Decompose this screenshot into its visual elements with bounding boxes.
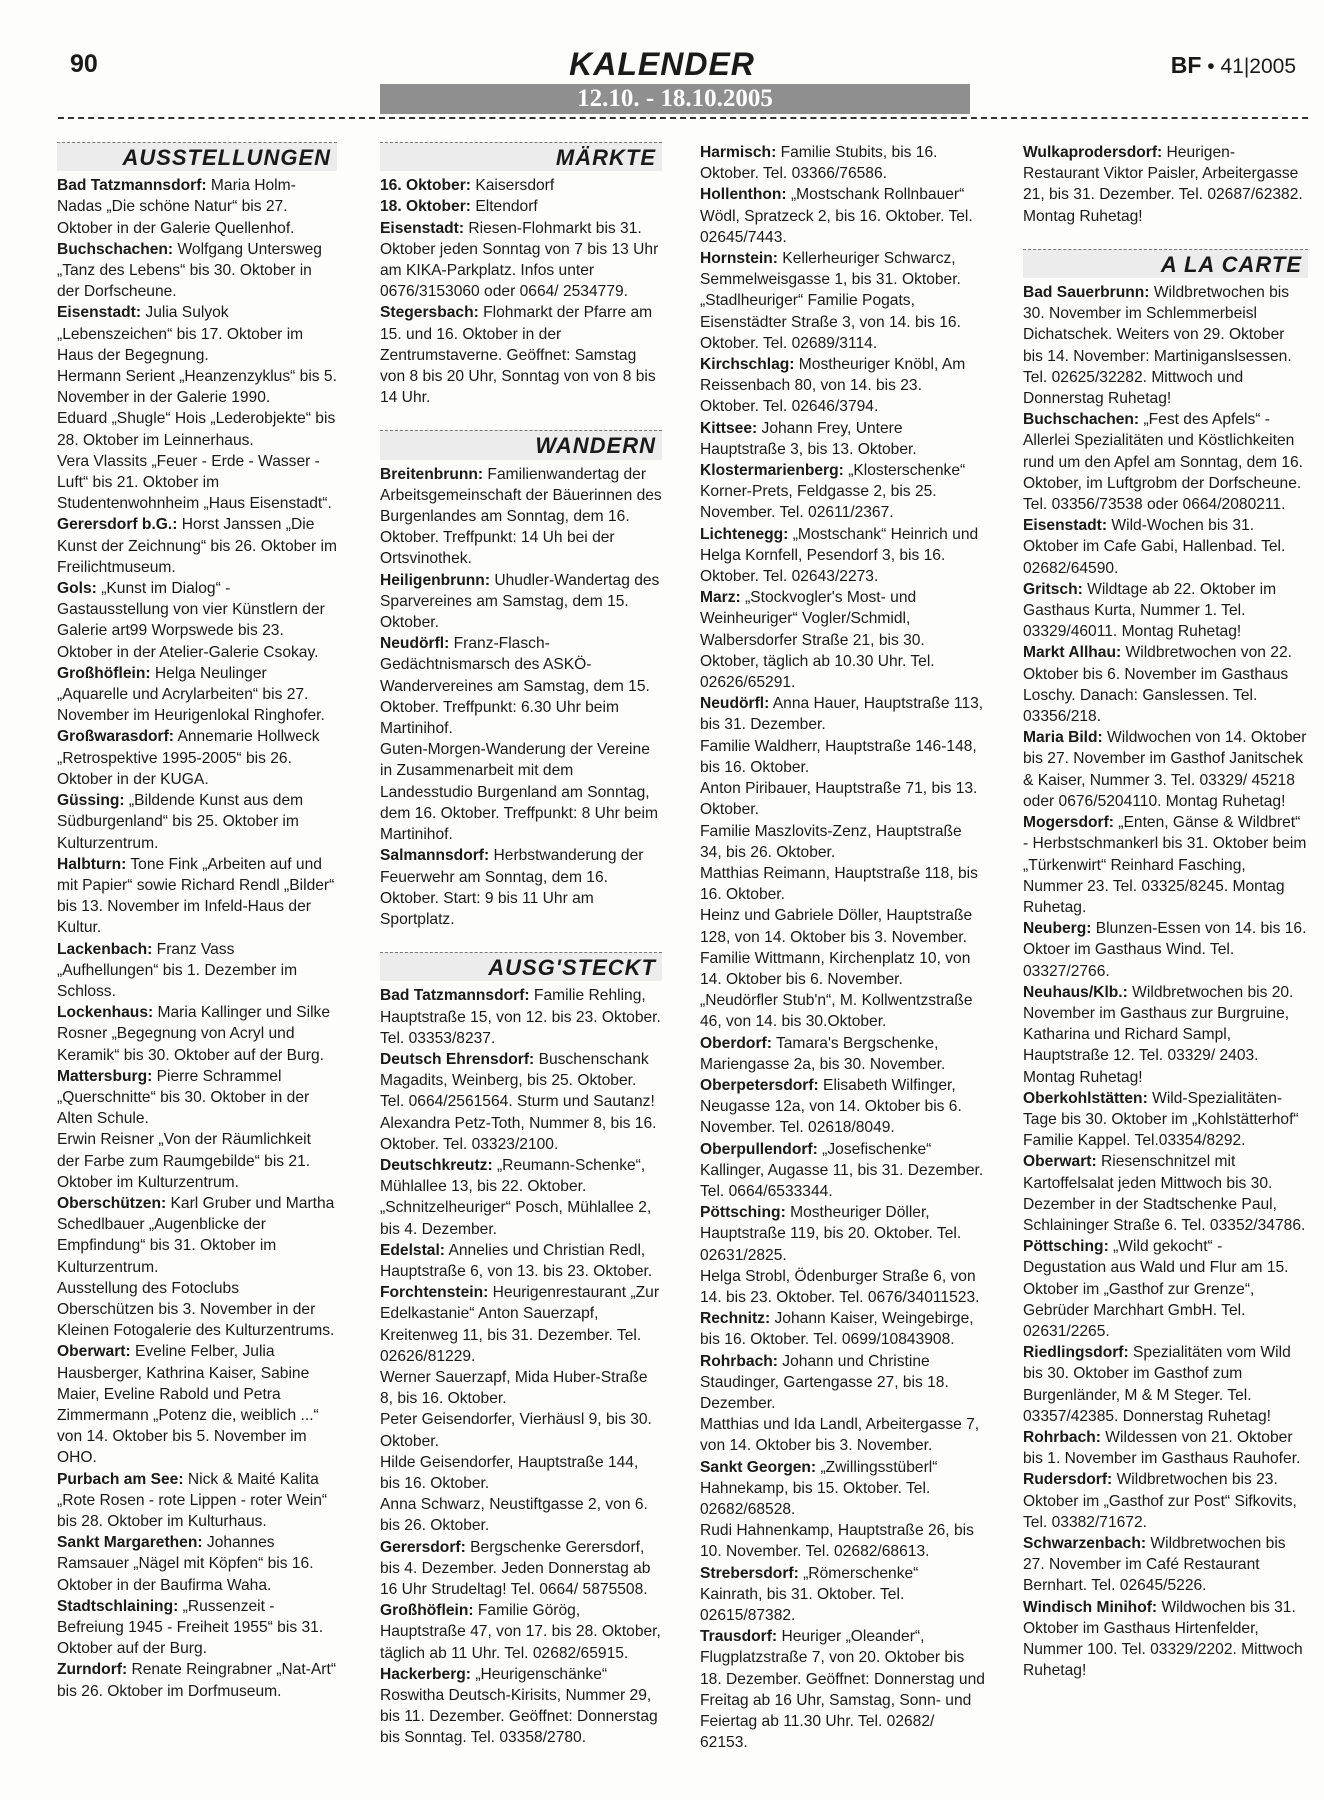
entry-place: Neuberg: (1023, 920, 1092, 938)
entry-place: 16. Oktober: (380, 177, 471, 195)
entry-text: Spezialitäten vom Wild bis 30. Oktober im Gasthof zum Burgenländer, M & M Steger. Tel. 03357/42385. Donnerstag Ruhetag! (1023, 1344, 1291, 1425)
entry-text: Riesenschnitzel mit Kartoffelsalat jeden Mittwoch bis 30. Dezember in der Stadtschenke Paul, Schlaininger Straße 6. Tel. 03352/34786. (1023, 1153, 1306, 1234)
entry-place: Marz: (700, 589, 741, 607)
calendar-entry (380, 302, 662, 408)
entry-place: 18. Oktober: (380, 198, 471, 216)
calendar-entry (700, 905, 985, 947)
entry-text: „Schnitzelheuriger“ Posch, Mühlallee 2, bis 4. Dezember. (380, 1199, 652, 1238)
entry-place: Buchschachen: (1023, 411, 1140, 429)
entry-place: Gritsch: (1023, 580, 1083, 598)
calendar-entry (380, 739, 662, 845)
entry-text: „Wild gekocht“ - Degustation aus Wald und Flur am 15. Oktober im „Gasthof zur Grenze“, Gebrüder Marchhart GmbH. Tel. 02631/2265. (1023, 1238, 1289, 1340)
entry-text: Karl Gruber und Martha Schedlbauer „Augenblicke der Empfindung“ bis 31. Oktober im Kulturzentrum. (57, 1194, 335, 1276)
entry-text: Hermann Serient „Heanzenzyklus“ bis 5. November in der Galerie 1990. (57, 368, 337, 407)
entry-place: Breitenbrunn: (380, 465, 484, 483)
entry-place: Mogersdorf: (1023, 814, 1114, 832)
entry-place: Gols: (57, 580, 97, 598)
calendar-entry (1023, 1342, 1308, 1427)
entry-place: Heiligenbrunn: (380, 571, 491, 589)
entry-text: Maria Holm-Nadas „Die schöne Natur“ bis 27. Oktober in der Galerie Quellenhof. (57, 177, 296, 237)
calendar-entry (700, 524, 985, 588)
date-range: 12.10. - 18.10.2005 (380, 84, 970, 114)
entry-text: Wolfgang Untersweg „Tanz des Lebens“ bis 30. Oktober in der Dorfscheune. (57, 240, 322, 301)
issue-separator: • (1207, 55, 1215, 78)
entry-place: Hornstein: (700, 250, 778, 268)
entry-text: „Neudörfler Stub'n“, M. Kollwentzstraße 46, von 14. bis 30.Oktober. (700, 992, 973, 1031)
entry-place: Sankt Georgen: (700, 1458, 817, 1476)
calendar-entry (57, 663, 337, 727)
section-heading-ausstellungen: AUSSTELLUNGEN (57, 142, 337, 171)
calendar-entry (1023, 1088, 1308, 1152)
issue-info (1171, 52, 1296, 79)
calendar-entry (700, 736, 985, 778)
calendar-entry (57, 1066, 337, 1130)
calendar-entry (1023, 812, 1308, 918)
calendar-entry (1023, 918, 1308, 982)
calendar-entry (57, 1193, 337, 1278)
entry-text: Riesen-Flohmarkt bis 31. Oktober jeden Sonntag von 7 bis 13 Uhr am KIKA-Parkplatz. Infos unter 0676/3153060 oder 0664/ 2534779. (380, 219, 659, 301)
entry-text: Familie Görög, Hauptstraße 47, von 17. bis 28. Oktober, täglich ab 11 Uhr. Tel. 02682/65915. (380, 1602, 661, 1662)
calendar-entry (1023, 579, 1308, 643)
entry-text: Johannes Ramsauer „Nägel mit Köpfen“ bis 16. Oktober in der Baufirma Waha. (57, 1534, 314, 1594)
calendar-entry (700, 1626, 985, 1753)
entry-place: Großwarasdorf: (57, 728, 174, 746)
calendar-entry (380, 845, 662, 930)
entry-text: Matthias und Ida Landl, Arbeitergasse 7, von 14. Oktober bis 3. November. (700, 1416, 980, 1455)
entry-text: „Stadlheuriger“ Familie Pogats, Eisenstädter Straße 3, von 14. bis 16. Oktober. Tel. 02689/3114. (700, 292, 961, 352)
calendar-entry (700, 184, 985, 248)
entry-text: Wildtage ab 22. Oktober im Gasthaus Kurta, Nummer 1. Tel. 03329/46011. Montag Ruhetag! (1023, 580, 1277, 641)
calendar-entry (57, 514, 337, 578)
entry-place: Güssing: (57, 792, 125, 810)
entry-place: Hollenthon: (700, 186, 787, 204)
entry-text: Familie Waldherr, Hauptstraße 146-148, bis 16. Oktober. (700, 737, 977, 776)
entry-text: Wildbretwochen bis 27. November im Café Restaurant Bernhart. Tel. 02645/5226. (1023, 1535, 1286, 1595)
entry-place: Pöttsching: (1023, 1238, 1109, 1256)
calendar-entry (380, 985, 662, 1049)
entry-text: Mostheuriger Döller, Hauptstraße 119, bis 20. Oktober. Tel. 02631/2825. (700, 1204, 962, 1264)
calendar-entry (700, 990, 985, 1032)
entry-text: Familienwandertag der Arbeitsgemeinschaft der Bäuerinnen des Burgenlandes am Sonntag, dem 16. Oktober. Treffpunkt: 14 Uh bei der Ortsvinothek. (380, 465, 662, 568)
calendar-entry (57, 1129, 337, 1193)
calendar-entry (57, 408, 337, 450)
calendar-entry (57, 1278, 337, 1342)
calendar-entry (380, 464, 662, 570)
calendar-entry (57, 1469, 337, 1533)
entry-place: Deutschkreutz: (380, 1156, 493, 1174)
entry-text: „Kunst im Dialog“ - Gastausstellung von vier Künstlern der Galerie art99 Worpswede bis 23. Oktober in der Atelier-Galerie Csokay. (57, 580, 325, 661)
calendar-entry (1023, 982, 1308, 1088)
entry-text: Peter Geisendorfer, Vierhäusl 9, bis 30. Oktober. (380, 1411, 652, 1450)
entry-place: Neudörfl: (700, 695, 770, 713)
entry-text: „Enten, Gänse & Wildbret“ - Herbstschmankerl bis 31. Oktober beim „Türkenwirt“ Reinhard Fasching, Nummer 23. Tel. 03325/8245. Montag Ruhetag. (1023, 814, 1307, 916)
entry-place: Maria Bild: (1023, 729, 1103, 747)
calendar-entry (57, 578, 337, 663)
entry-place: Pöttsching: (700, 1204, 786, 1222)
calendar-entry (700, 248, 985, 290)
column-3 (700, 142, 985, 1753)
issue-number: 41|2005 (1220, 55, 1296, 78)
entry-text: Guten-Morgen-Wanderung der Vereine in Zusammenarbeit mit dem Landesstudio Burgenland am Sonntag, dem 16. Oktober. Treffpunkt: 8 Uhr beim Martinihof. (380, 741, 658, 844)
entry-text: Vera Vlassits „Feuer - Erde - Wasser - Luft“ bis 21. Oktober im Studentenwohnheim „Haus Eisenstadt“. (57, 452, 332, 513)
calendar-entry (57, 175, 337, 239)
calendar-entry (57, 1659, 337, 1701)
entry-text: „Reumann-Schenke“, Mühlallee 13, bis 22. Oktober. (380, 1156, 646, 1196)
calendar-entry (700, 1033, 985, 1075)
entry-text: Ausstellung des Fotoclubs Oberschützen bis 3. November in der Kleinen Fotogalerie des Kulturzentrums. (57, 1279, 335, 1340)
entry-text: Renate Reingrabner „Nat-Art“ bis 26. Oktober im Dorfmuseum. (57, 1661, 337, 1700)
calendar-entry (380, 1113, 662, 1155)
calendar-entry (1023, 1427, 1308, 1469)
calendar-entry (380, 1240, 662, 1282)
calendar-entry (700, 1520, 985, 1562)
entry-text: „Bildende Kunst aus dem Südburgenland“ bis 25. Oktober im Kulturzentrum. (57, 792, 304, 852)
entry-place: Großhöflein: (57, 664, 151, 682)
calendar-entry (1023, 727, 1308, 812)
calendar-entry (380, 1197, 662, 1239)
entry-text: Bergschenke Gerersdorf, bis 4. Dezember. Jeden Donnerstag ab 16 Uhr Strudeltag! Tel. 0664/ 5875508. (380, 1538, 651, 1598)
calendar-entry (57, 1002, 337, 1066)
calendar-entry (1023, 642, 1308, 727)
calendar-entry (1023, 515, 1308, 579)
entry-text: Mostheuriger Knöbl, Am Reissenbach 80, von 14. bis 23. Oktober. Tel. 02646/3794. (700, 356, 966, 416)
entry-place: Trausdorf: (700, 1628, 778, 1646)
calendar-entry (57, 790, 337, 854)
entry-text: Anton Piribauer, Hauptstraße 71, bis 13. Oktober. (700, 780, 978, 819)
entry-place: Oberwart: (1023, 1153, 1097, 1171)
entry-text: „Heurigenschänke“ Roswitha Deutsch-Kirisits, Nummer 29, bis 11. Dezember. Geöffnet: Donnerstag bis Sonntag. Tel. 03358/2780. (380, 1665, 658, 1747)
entry-place: Neudörfl: (380, 635, 450, 653)
calendar-entry (57, 726, 337, 790)
calendar-entry (700, 1563, 985, 1627)
entry-place: Gerersdorf: (380, 1538, 466, 1556)
entry-text: Matthias Reimann, Hauptstraße 118, bis 16. Oktober. (700, 864, 978, 904)
entry-text: Kaisersdorf (471, 177, 555, 195)
calendar-entry (700, 587, 985, 693)
entry-place: Oberpetersdorf: (700, 1076, 819, 1094)
entry-text: Blunzen-Essen von 14. bis 16. Oktoer im Gasthaus Wind. Tel. 03327/2766. (1023, 920, 1307, 980)
entry-text: Johann Frey, Untere Hauptstraße 3, bis 13. Oktober. (700, 419, 917, 458)
calendar-entry (700, 1139, 985, 1203)
entry-text: Heinz und Gabriele Döller, Hauptstraße 128, von 14. Oktober bis 3. November. (700, 907, 973, 946)
entry-place: Eisenstadt: (57, 304, 142, 322)
entry-text: Annelies und Christian Redl, Hauptstraße 6, von 13. bis 23. Oktober. (380, 1241, 653, 1280)
entry-place: Harmisch: (700, 144, 777, 161)
calendar-entry (380, 218, 662, 303)
entry-text: „Mostschank“ Heinrich und Helga Kornfell, Pesendorf 3, bis 16. Oktober. Tel. 02643/2273. (700, 525, 979, 586)
entry-place: Kittsee: (700, 419, 758, 437)
entry-place: Markt Allhau: (1023, 644, 1122, 662)
entry-place: Forchtenstein: (380, 1284, 489, 1302)
entry-place: Oberkohlstätten: (1023, 1089, 1148, 1107)
entry-text: Flohmarkt der Pfarre am 15. und 16. Oktober in der Zentrumstaverne. Geöffnet: Samstag von 8 bis 20 Uhr, Sonntag von von 8 bis 14 Uhr. (380, 304, 656, 407)
calendar-entry (1023, 142, 1308, 227)
entry-text: Wild-Spezialitäten-Tage bis 30. Oktober im „Kohlstätterhof“ Familie Kappel. Tel.03354/8292. (1023, 1089, 1299, 1150)
calendar-entry (1023, 1597, 1308, 1682)
calendar-entry (1023, 1469, 1308, 1533)
calendar-entry (57, 1596, 337, 1660)
calendar-entry (380, 633, 662, 739)
calendar-entry (700, 821, 985, 863)
entry-text: Johann und Christine Staudinger, Gartengasse 27, bis 18. Dezember. (700, 1352, 949, 1412)
calendar-entry (380, 1155, 662, 1197)
entry-place: Strebersdorf: (700, 1564, 799, 1582)
entry-text: Wildessen von 21. Oktober bis 1. November im Gasthaus Rauhofer. (1023, 1428, 1301, 1468)
page-title: KALENDER (569, 46, 755, 82)
entry-text: Franz Vass „Aufhellungen“ bis 1. Dezember im Schloss. (57, 940, 298, 1000)
entry-text: Anna Schwarz, Neustiftgasse 2, von 6. bis 26. Oktober. (380, 1496, 648, 1535)
entry-text: Eveline Felber, Julia Hausberger, Kathrina Kaiser, Sabine Maier, Eveline Rabold und Petra Zimmermann „Potenz die, weiblich ...“ von 14. Oktober bis 5. November im OHO. (57, 1343, 319, 1467)
entry-text: „Mostschank Rollnbauer“ Wödl, Spratzeck 2, bis 16. Oktober. Tel. 02645/7443. (700, 186, 973, 246)
entry-place: Rohrbach: (1023, 1428, 1101, 1446)
section-heading: A LA CARTE (1023, 249, 1308, 278)
entry-place: Wulkaprodersdorf: (1023, 144, 1163, 161)
entry-text: Werner Sauerzapf, Mida Huber-Straße 8, bis 16. Oktober. (380, 1368, 648, 1408)
entry-text: Elisabeth Wilfinger, Neugasse 12a, von 14. Oktober bis 6. November. Tel. 02618/8049. (700, 1076, 962, 1137)
entry-text: Eltendorf (471, 198, 538, 216)
entry-text: Helga Strobl, Ödenburger Straße 6, von 14. bis 23. Oktober. Tel. 0676/34011523. (700, 1267, 980, 1306)
entry-text: „Russenzeit - Befreiung 1945 - Freiheit 1955“ bis 31. Oktober auf der Burg. (57, 1597, 324, 1658)
calendar-entry (700, 1308, 985, 1350)
entry-text: Heurigen-Restaurant Viktor Paisler, Arbeitergasse 21, bis 31. Dezember. Tel. 02687/62382. Montag Ruhetag! (1023, 144, 1303, 225)
entry-text: Wildwochen von 14. Oktober bis 27. November im Gasthof Janitschek & Kaiser, Nummer 3. Tel. 03329/ 45218 oder 0676/5204110. Montag Ruhetag! (1023, 729, 1307, 810)
calendar-entry (1023, 1236, 1308, 1342)
entry-place: Kirchschlag: (700, 356, 795, 374)
entry-text: „Römerschenke“ Kainrath, bis 31. Oktober. Tel. 02615/87382. (700, 1564, 919, 1625)
entry-place: Stegersbach: (380, 304, 479, 322)
calendar-entry (380, 1664, 662, 1749)
entry-place: Eisenstadt: (380, 219, 465, 237)
calendar-entry (700, 1351, 985, 1415)
calendar-entry (700, 1266, 985, 1308)
calendar-entry (57, 239, 337, 303)
entry-place: Windisch Minihof: (1023, 1598, 1158, 1616)
entry-text: Familie Maszlovits-Zenz, Hauptstraße 34, bis 26. Oktober. (700, 822, 962, 861)
entry-place: Zurndorf: (57, 1661, 128, 1679)
entry-place: Oberdorf: (700, 1034, 772, 1052)
calendar-entry (380, 1282, 662, 1367)
entry-text: Wildbretwochen von 22. Oktober bis 6. November im Gasthaus Loschy. Danach: Ganslessen. Tel. 03356/218. (1023, 644, 1292, 726)
calendar-entry (700, 142, 985, 184)
entry-text: Horst Janssen „Die Kunst der Zeichnung“ bis 26. Oktober im Freilichtmuseum. (57, 516, 337, 576)
column-2 (380, 142, 662, 1749)
entry-text: „Stockvogler's Most- und Weinheuriger“ Vogler/Schmidl, Walbersdorfer Straße 21, bis 30. Oktober, täglich ab 10.30 Uhr. Tel. 02626/65291. (700, 589, 935, 692)
entry-text: Heurigenrestaurant „Zur Edelkastanie“ Anton Sauerzapf, Kreitenweg 11, bis 31. Dezember. Tel. 02626/81229. (380, 1284, 660, 1365)
calendar-entry (700, 460, 985, 524)
entry-text: Uhudler-Wandertag des Sparvereines am Samstag, dem 15. Oktober. (380, 571, 660, 632)
entry-text: Wildbretwochen bis 23. Oktober im „Gasthof zur Post“ Sifkovits, Tel. 03382/71672. (1023, 1471, 1297, 1531)
calendar-entry (700, 1457, 985, 1521)
calendar-entry (57, 939, 337, 1003)
entry-text: Tone Fink „Arbeiten auf und mit Papier“ sowie Richard Rendl „Bilder“ bis 13. November im Infeld-Haus der Kultur. (57, 855, 335, 937)
page-number: 90 (70, 50, 98, 78)
entry-text: Familie Rehling, Hauptstraße 15, von 12. bis 23. Oktober. Tel. 03353/8237. (380, 987, 661, 1047)
section-heading: MÄRKTE (380, 142, 662, 171)
entry-text: Familie Stubits, bis 16. Oktober. Tel. 03366/76586. (700, 144, 938, 183)
entry-place: Klostermarienberg: (700, 462, 844, 480)
calendar-entry (1023, 282, 1308, 409)
entry-text: Maria Kallinger und Silke Rosner „Begegnung von Acryl und Keramik“ bis 30. Oktober auf der Burg. (57, 1004, 331, 1064)
calendar-entry (57, 854, 337, 939)
entry-text: Wild-Wochen bis 31. Oktober im Cafe Gabi, Hallenbad. Tel. 02682/64590. (1023, 517, 1286, 577)
calendar-entry (700, 948, 985, 990)
entry-place: Rohrbach: (700, 1352, 778, 1370)
header-divider (58, 117, 1308, 119)
calendar-entry (380, 570, 662, 634)
issue-brand: BF (1170, 52, 1202, 78)
entry-place: Deutsch Ehrensdorf: (380, 1050, 535, 1068)
entry-text: „Klosterschenke“ Korner-Prets, Feldgasse 2, bis 25. November. Tel. 02611/2367. (700, 462, 966, 522)
entry-text: „Zwillingsstüberl“ Hahnekamp, bis 15. Oktober. Tel. 02682/68528. (700, 1458, 938, 1518)
entry-text: Annemarie Hollweck „Retrospektive 1995-2005“ bis 26. Oktober in der KUGA. (57, 728, 320, 788)
entry-text: Kellerheuriger Schwarcz, Semmelweisgasse 1, bis 31. Oktober. (700, 250, 961, 289)
entry-text: Anna Hauer, Hauptstraße 113, bis 31. Dezember. (700, 695, 984, 734)
entry-text: Wildbretwochen bis 30. November im Schlemmerbeisl Dichatschek. Weiters von 29. Oktober bis 14. November: Martiniganslsessen. Tel. 02625/32282. Mittwoch und Donnerstag Ruhetag! (1023, 284, 1292, 408)
entry-place: Bad Tatzmannsdorf: (57, 177, 207, 195)
calendar-entry (380, 1452, 662, 1494)
entry-text: Familie Wittmann, Kirchenplatz 10, von 14. Oktober bis 6. November. (700, 949, 971, 988)
calendar-entry (380, 1537, 662, 1601)
calendar-entry (700, 778, 985, 820)
entry-place: Stadtschlaining: (57, 1597, 179, 1615)
entry-text: Helga Neulinger „Aquarelle und Acrylarbeiten“ bis 27. November im Heurigenlokal Ringhofer. (57, 664, 325, 725)
calendar-entry (700, 1414, 985, 1456)
entry-place: Salmannsdorf: (380, 847, 490, 865)
entry-text: Wildwochen bis 31. Oktober im Gasthaus Hirtenfelder, Nummer 100. Tel. 03329/2202. Mittwoch Ruhetag! (1023, 1598, 1303, 1680)
entry-place: Oberschützen: (57, 1194, 167, 1212)
calendar-entry (380, 196, 662, 217)
entry-text: Herbstwanderung der Feuerwehr am Sonntag, dem 16. Oktober. Start: 9 bis 11 Uhr am Sportplatz. (380, 847, 644, 928)
calendar-entry (57, 302, 337, 366)
entry-place: Lichtenegg: (700, 525, 789, 543)
calendar-entry (380, 1409, 662, 1451)
calendar-entry (700, 1075, 985, 1139)
entry-text: Eduard „Shugle“ Hois „Lederobjekte“ bis 28. Oktober im Leinnerhaus. (57, 410, 336, 449)
entry-place: Buchschachen: (57, 240, 174, 258)
calendar-entry (700, 290, 985, 354)
entry-place: Edelstal: (380, 1241, 445, 1259)
entry-place: Lackenbach: (57, 940, 153, 958)
entry-place: Bad Tatzmannsdorf: (380, 987, 530, 1005)
entry-place: Lockenhaus: (57, 1004, 154, 1022)
calendar-entry (700, 693, 985, 735)
entry-text: Franz-Flasch-Gedächtnismarsch des ASKÖ-Wandervereines am Samstag, dem 15. Oktober. Treffpunkt: 6.30 Uhr beim Martinihof. (380, 635, 650, 738)
entry-place: Großhöflein: (380, 1602, 474, 1620)
calendar-entry (57, 366, 337, 408)
calendar-entry (700, 1202, 985, 1266)
column-1 (57, 142, 337, 1702)
entry-place: Schwarzenbach: (1023, 1535, 1147, 1552)
entry-place: Gerersdorf b.G.: (57, 516, 178, 534)
entry-text: Tamara's Bergschenke, Mariengasse 2a, bis 30. November. (700, 1034, 946, 1073)
column-4 (1023, 142, 1308, 1681)
entry-text: Heuriger „Oleander“, Flugplatzstraße 7, von 20. Oktober bis 18. Dezember. Geöffnet: Donnerstag und Freitag ab 16 Uhr, Samstag, Sonn- und Feiertag ab 11.30 Uhr. Tel. 02682/ 62153. (700, 1628, 985, 1752)
calendar-entry (380, 1600, 662, 1664)
entry-place: Hackerberg: (380, 1665, 472, 1683)
calendar-entry (380, 1367, 662, 1409)
entry-place: Riedlingsdorf: (1023, 1344, 1129, 1362)
calendar-entry (1023, 409, 1308, 515)
entry-place: Eisenstadt: (1023, 517, 1108, 535)
calendar-entry (380, 1494, 662, 1536)
entry-text: Alexandra Petz-Toth, Nummer 8, bis 16. Oktober. Tel. 03323/2100. (380, 1114, 657, 1153)
entry-place: Mattersburg: (57, 1067, 153, 1085)
entry-text: „Fest des Apfels“ - Allerlei Spezialitäten und Köstlichkeiten rund um den Apfel am Sonntag, dem 16. Oktober, im Luftgrobm der Dorfscheune. Tel. 03356/73538 oder 0664/2080211. (1023, 411, 1304, 514)
entry-text: Julia Sulyok „Lebenszeichen“ bis 17. Oktober im Haus der Begegnung. (57, 304, 304, 364)
entry-text: Pierre Schrammel „Querschnitte“ bis 30. Oktober in der Alten Schule. (57, 1067, 310, 1128)
entry-text: Wildbretwochen bis 20. November im Gasthaus zur Burgruine, Katharina und Richard Sampl, Hauptstraße 12. Tel. 03329/ 2403. Montag Ruhetag! (1023, 983, 1294, 1086)
section-heading: AUSG'STECKT (380, 952, 662, 981)
entry-text: Erwin Reisner „Von der Räumlichkeit der Farbe zum Raumgebilde“ bis 21. Oktober im Kulturzentrum. (57, 1131, 311, 1191)
entry-text: Nick & Maité Kalita „Rote Rosen - rote Lippen - roter Wein“ bis 28. Oktober im Kulturhaus. (57, 1470, 328, 1530)
entry-place: Oberpullendorf: (700, 1140, 818, 1158)
calendar-entry (380, 1049, 662, 1113)
calendar-entry (1023, 1533, 1308, 1597)
calendar-entry (700, 418, 985, 460)
entry-text: Buschenschank Magadits, Weinberg, bis 25. Oktober. Tel. 0664/2561564. Sturm und Sautanz! (380, 1050, 655, 1111)
calendar-entry (57, 1532, 337, 1596)
entry-place: Sankt Margarethen: (57, 1534, 203, 1552)
calendar-entry (57, 451, 337, 515)
section-heading: WANDERN (380, 430, 662, 459)
calendar-entry (700, 863, 985, 905)
calendar-entry (57, 1341, 337, 1468)
entry-text: Hilde Geisendorfer, Hauptstraße 144, bis 16. Oktober. (380, 1453, 639, 1492)
entry-text: „Josefischenke“ Kallinger, Augasse 11, bis 31. Dezember. Tel. 0664/6533344. (700, 1140, 984, 1200)
calendar-entry (700, 354, 985, 418)
entry-place: Rechnitz: (700, 1310, 771, 1328)
entry-place: Bad Sauerbrunn: (1023, 284, 1150, 302)
entry-place: Neuhaus/Klb.: (1023, 983, 1128, 1001)
entry-text: Rudi Hahnenkamp, Hauptstraße 26, bis 10. November. Tel. 02682/68613. (700, 1522, 974, 1561)
entry-text: Johann Kaiser, Weingebirge, bis 16. Oktober. Tel. 0699/10843908. (700, 1310, 974, 1349)
calendar-entry (1023, 1151, 1308, 1236)
entry-place: Halbturn: (57, 855, 127, 873)
entry-place: Purbach am See: (57, 1470, 184, 1488)
calendar-entry (380, 175, 662, 196)
entry-place: Oberwart: (57, 1343, 131, 1361)
entry-place: Rudersdorf: (1023, 1471, 1113, 1489)
